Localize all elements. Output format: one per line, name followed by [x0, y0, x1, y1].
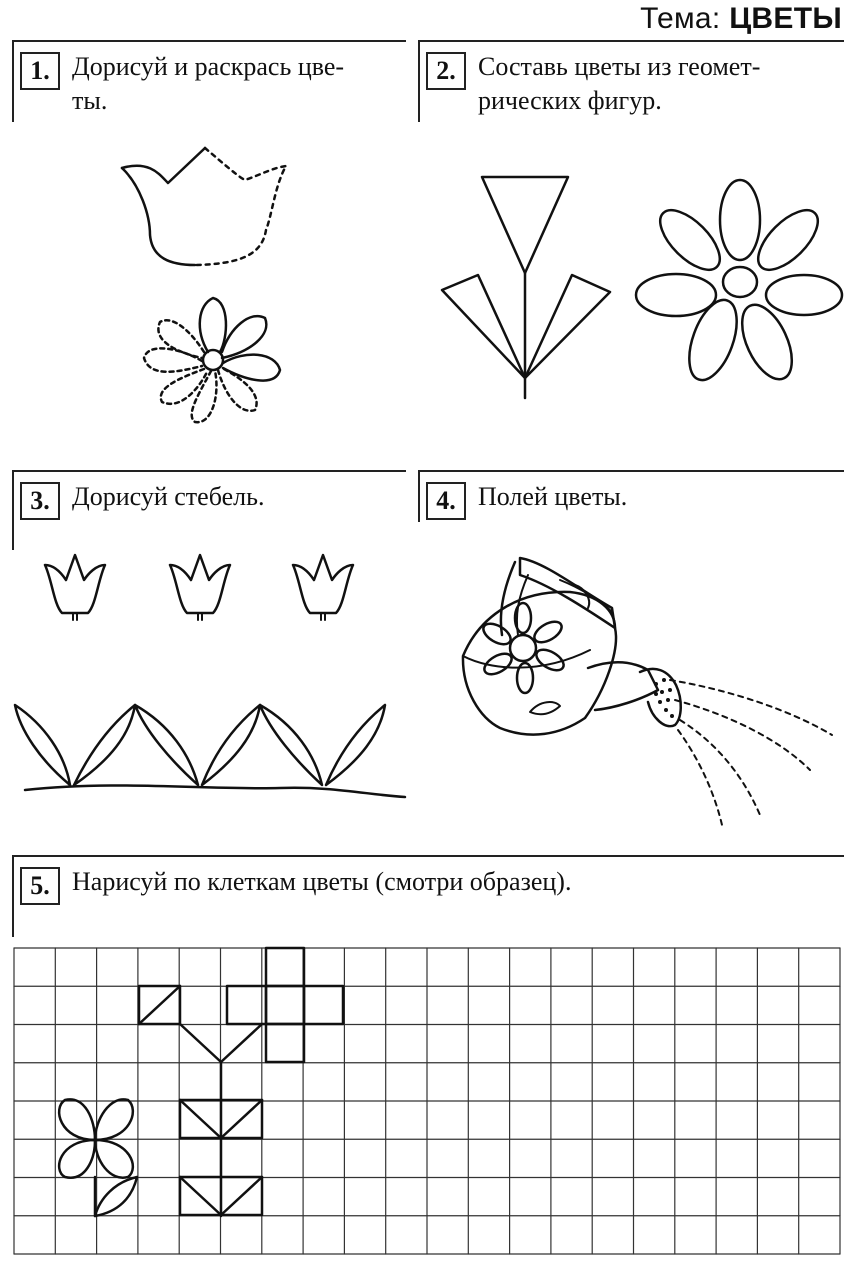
task-2-line-1: Составь цветы из геомет-: [478, 52, 761, 81]
task-2-line-2: рических фигур.: [478, 86, 662, 115]
task-2-number: 2.: [426, 52, 466, 90]
task-1-line-1: Дорисуй и раскрась цве-: [72, 52, 345, 81]
grid-sample-flower: [59, 948, 343, 1216]
task-3-number: 3.: [20, 482, 60, 520]
topic-label: Тема:: [640, 2, 721, 35]
tulip-heads: [45, 555, 353, 620]
task-1-number: 1.: [20, 52, 60, 90]
tulip-head-2: [170, 555, 230, 620]
water-streams: [670, 680, 832, 825]
task-1-line-2: ты.: [72, 86, 108, 115]
tulip-trace-drawing: [122, 148, 286, 265]
watering-can-icon: [463, 558, 681, 735]
task-4-line-1: Полей цветы.: [478, 482, 628, 511]
tulip-head-1: [45, 555, 105, 620]
chamomile-trace-drawing: [144, 298, 280, 422]
task-4-number: 4.: [426, 482, 466, 520]
tulip-head-3: [293, 555, 353, 620]
task-5-number: 5.: [20, 867, 60, 905]
topic-title: ЦВЕТЫ: [729, 2, 842, 35]
oval-petal-flower-sample: [636, 180, 842, 387]
task-5-line-1: Нарисуй по клеткам цветы (смотри образец).: [72, 867, 572, 896]
leaves-and-ground: [15, 705, 405, 797]
geometric-flower-sample: [442, 177, 610, 398]
task-3-line-1: Дорисуй стебель.: [72, 482, 265, 511]
